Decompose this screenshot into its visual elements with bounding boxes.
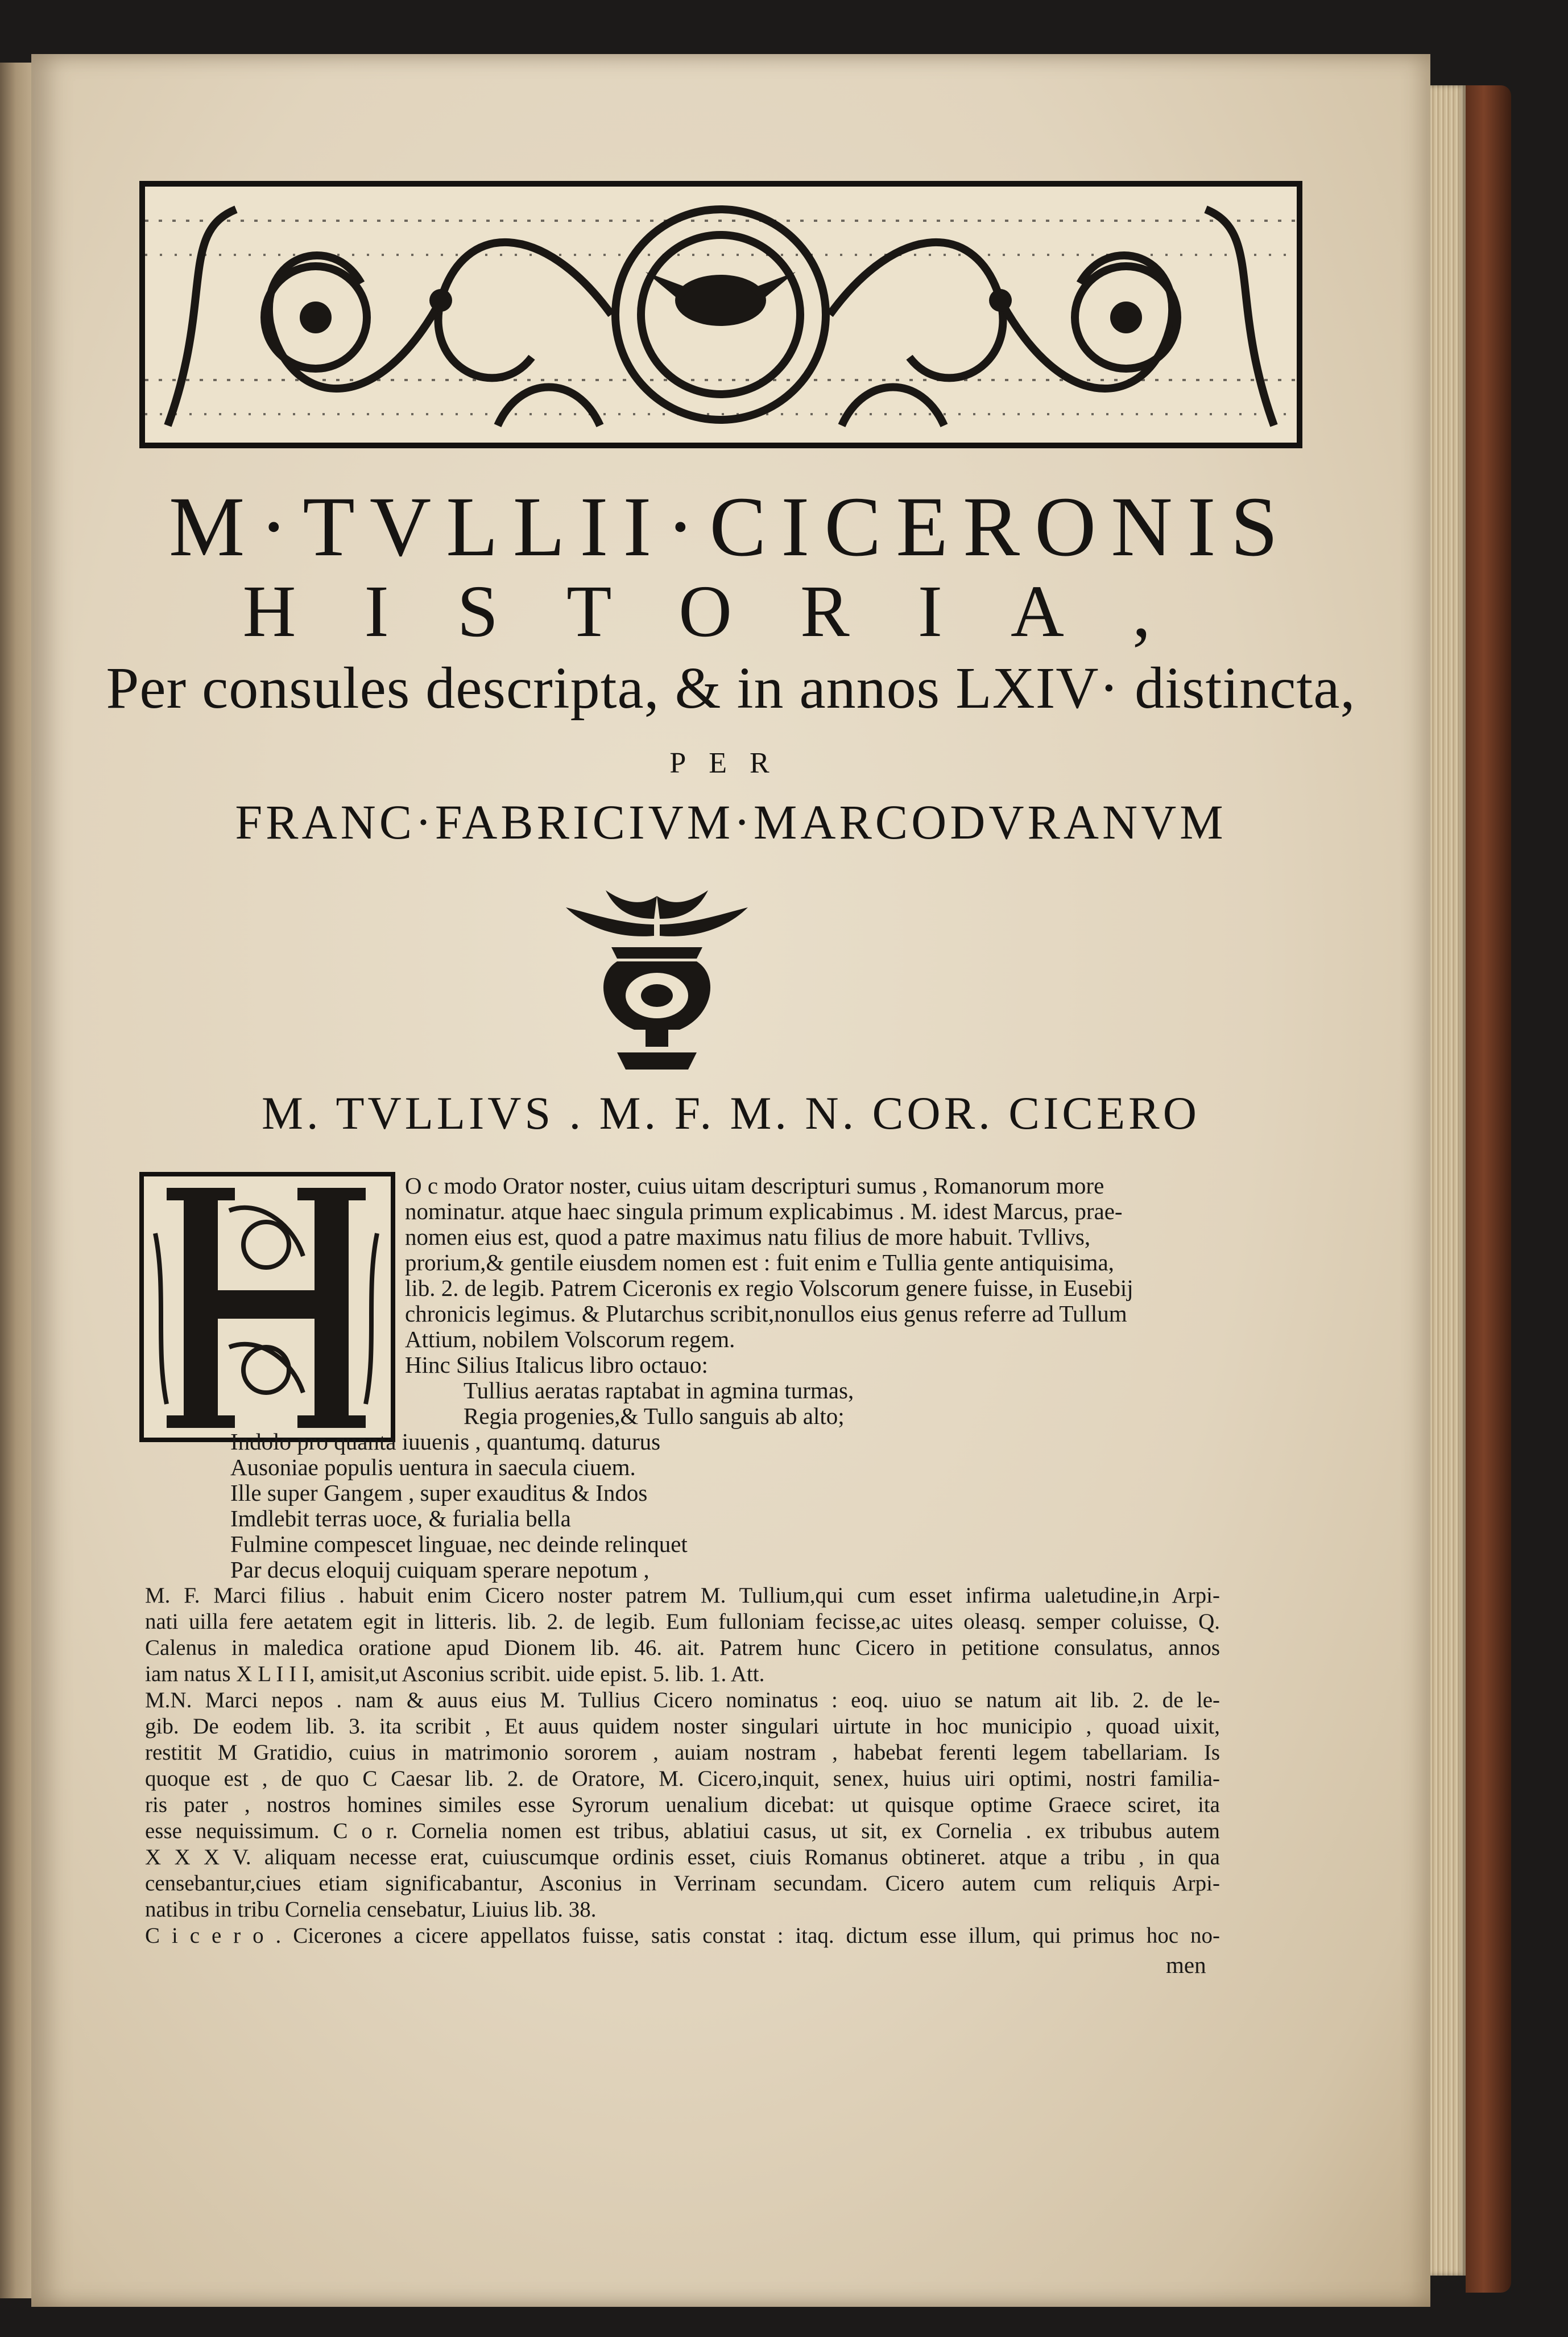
text-line: restitit M Gratidio, cuius in matrimonio sororem , auiam nostram , habebat ferenti legem tabellariam. Is	[145, 1740, 1220, 1765]
author-line: FRANC·FABRICIVM·MARCODVRANVM	[235, 795, 1227, 849]
text-line: chronicis legimus. & Plutarchus scribit,nonullos eius genus referre ad Tullum	[405, 1300, 1127, 1327]
text-line: M.N. Marci nepos . nam & auus eius M. Tullius Cicero nominatus : eoq. uiuo se natum ait lib. 2. de le-	[145, 1688, 1220, 1712]
vase-ornament	[555, 885, 759, 1078]
verse-line: Par decus eloquij cuiquam sperare nepotum ,	[230, 1556, 649, 1583]
text-line: Hinc Silius Italicus libro octauo:	[405, 1352, 708, 1378]
text-line: nomen eius est, quod a patre maximus natu filius de more habuit. Tvllivs,	[405, 1224, 1091, 1250]
vase-ornament-icon	[555, 885, 759, 1078]
title-line-2: HISTORIA,	[242, 571, 1219, 653]
verse-line: Indolo pro quanta iuuenis , quantumq. daturus	[230, 1428, 661, 1455]
initial-h-ornament-icon	[144, 1176, 391, 1438]
page-edges	[1430, 85, 1466, 2276]
text-line: natibus in tribu Cornelia censebatur, Liuius lib. 38.	[145, 1897, 597, 1922]
text-line: ris pater , nostros homines similes esse Syrorum uenalium dicebat: ut quisque optime Graece sciret, ita	[145, 1793, 1220, 1817]
verse-line: Fulmine compescet linguae, nec deinde relinquet	[230, 1531, 688, 1557]
text-line: Calenus in maledica oratione apud Dionem lib. 46. ait. Patrem hunc Cicero in petitione consulatus, annos	[145, 1636, 1220, 1660]
per-label: PER	[669, 747, 792, 779]
text-line: Attium, nobilem Volscorum regem.	[405, 1326, 735, 1352]
verse-line: Imdlebit terras uoce, & furialia bella	[230, 1505, 571, 1531]
text-line: censebantur,ciues etiam significabantur, Asconius in Verrinam secundam. Cicero autem cum reliquis Arpi-	[145, 1871, 1220, 1896]
text-line: quoque est , de quo C Caesar lib. 2. de Oratore, M. Cicero,inquit, senex, huius uiri optimi, nostri familia-	[145, 1766, 1220, 1791]
text-line: C i c e r o . Cicerones a cicere appellatos fuisse, satis constat : itaq. dictum esse illum, qui primus hoc no-	[145, 1923, 1220, 1948]
title-line-1: M·TVLLII·CICERONIS	[168, 480, 1293, 574]
book-page	[31, 54, 1430, 2307]
text-line: nominatur. atque haec singula primum explicabimus . M. idest Marcus, prae-	[405, 1198, 1123, 1224]
leather-cover	[1466, 85, 1511, 2293]
headpiece-woodcut	[139, 181, 1302, 448]
text-line: esse nequissimum. C o r. Cornelia nomen est tribus, ablatiui casus, ut sit, ex Cornelia . ex tribubus autem	[145, 1819, 1220, 1843]
section-heading: M. TVLLIVS . M. F. M. N. COR. CICERO	[262, 1087, 1200, 1139]
verse-line: Tullius aeratas raptabat in agmina turmas,	[464, 1377, 854, 1403]
initial-letter-woodcut	[139, 1172, 395, 1442]
text-line: M. F. Marci filius . habuit enim Cicero noster patrem M. Tullium,qui cum esset infirma ualetudine,in Arpi-	[145, 1583, 1220, 1608]
verse-line: Ausoniae populis uentura in saecula ciuem.	[230, 1454, 636, 1480]
verse-line: Regia progenies,& Tullo sanguis ab alto;	[464, 1403, 845, 1429]
body-text	[145, 1583, 1220, 1949]
verse-indented	[464, 1378, 854, 1429]
first-paragraph	[405, 1173, 1133, 1378]
verse-line: Ille super Gangem , super exauditus & Indos	[230, 1480, 648, 1506]
text-line: lib. 2. de legib. Patrem Ciceronis ex regio Volscorum genere fuisse, in Eusebij	[405, 1275, 1133, 1301]
verse-block	[230, 1429, 688, 1583]
subtitle: Per consules descripta, & in annos LXIV· distincta,	[106, 655, 1356, 721]
catchword: men	[1166, 1952, 1206, 1978]
text-line: prorium,& gentile eiusdem nomen est : fuit enim e Tullia gente antiquisima,	[405, 1249, 1114, 1275]
text-line: iam natus X L I I I, amisit,ut Asconius scribit. uide epist. 5. lib. 1. Att.	[145, 1662, 765, 1686]
headpiece-ornament-icon	[145, 187, 1297, 443]
text-line: gib. De eodem lib. 3. ita scribit , Et auus quidem noster singulari uirtute in hoc municipio , quoad uixit,	[145, 1714, 1220, 1739]
text-line: X X X V. aliquam necesse erat, cuiuscumque ordinis esset, ciuis Romanus obtineret. atque a tribu , in qua	[145, 1845, 1220, 1869]
text-line: O c modo Orator noster, cuius uitam descripturi sumus , Romanorum more	[405, 1172, 1104, 1199]
text-line: nati uilla fere aetatem egit in litteris. lib. 2. de legib. Eum fulloniam fecisse,ac uites oleasq. semper coluisse, Q.	[145, 1609, 1220, 1634]
